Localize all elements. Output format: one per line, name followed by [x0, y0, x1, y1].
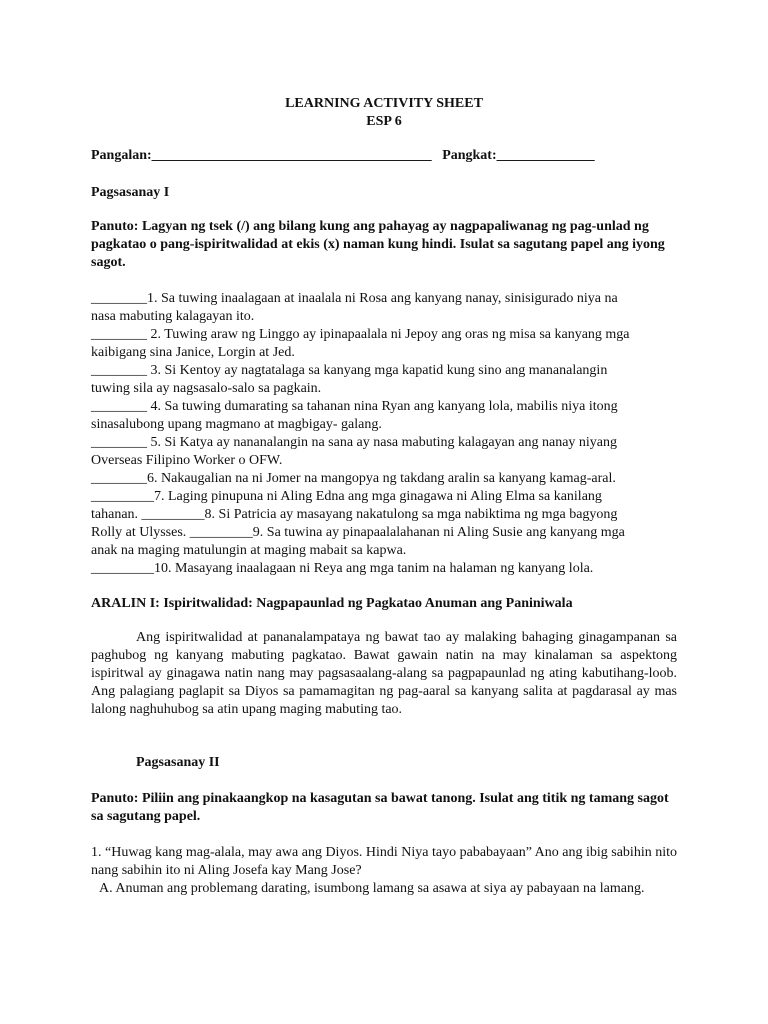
item-line: tuwing sila ay nagsasalo-salo sa pagkain. [91, 381, 322, 396]
item-line: Rolly at Ulysses. _________9. Sa tuwina ay pinapaalalahanan ni Aling Susie ang kanyang mga [91, 525, 625, 540]
name-field[interactable]: Pangalan:________________________________________ [91, 148, 432, 163]
exercise1-items [91, 290, 677, 578]
item-line: ________1. Sa tuwing inaalagaan at inaalala ni Rosa ang kanyang nanay, sinisigurado niya na [91, 291, 618, 306]
item-line: ________ 4. Sa tuwing dumarating sa tahanan nina Ryan ang kanyang lola, mabilis niya itong [91, 399, 618, 414]
exercise2-instructions: Panuto: Piliin ang pinakaangkop na kasagutan sa bawat tanong. Isulat ang titik ng tamang sagot sa sagutang papel. [91, 791, 669, 824]
item-line: kaibigang sina Janice, Lorgin at Jed. [91, 345, 295, 360]
sheet-subject: ESP 6 [366, 114, 402, 129]
group-field[interactable]: Pangkat:______________ [442, 148, 595, 163]
item-line: anak na maging matulungin at maging mabait sa kapwa. [91, 543, 407, 558]
lesson-paragraph: Ang ispiritwalidad at pananalampataya ng bawat tao ay malaking bahaging ginagampanan sa paghubog ng kanyang mabuting pagkatao. Bawat gawain natin na may kinalaman sa aspektong ispiritwal ay ginagawa natin nang may pagsasaalang-alang sa pagpapaunlad ng ating kabutihang-loob. Ang palagiang paglapit sa Diyos sa pamamagitan ng pag-aaral sa kanyang salita at pagdarasal ay mas lalong naghuhubog sa atin upang maging mabuting tao. [91, 630, 677, 717]
exercise1-instructions: Panuto: Lagyan ng tsek (/) ang bilang kung ang pahayag ay nagpapaliwanag ng pag-unlad ng pagkatao o pang-ispiritwalidad at ekis (x) naman kung hindi. Isulat sa sagutang papel ang iyong sagot. [91, 219, 665, 270]
item-line: ________6. Nakaugalian na ni Jomer na mangopya ng takdang aralin sa kanyang kamag-aral. [91, 471, 616, 486]
lesson-heading: ARALIN I: Ispiritwalidad: Nagpapaunlad ng Pagkatao Anuman ang Paniniwala [91, 596, 573, 611]
item-line: ________ 2. Tuwing araw ng Linggo ay ipinapaalala ni Jepoy ang oras ng misa sa kanyang mga [91, 327, 630, 342]
item-line: _________7. Laging pinupuna ni Aling Edna ang mga ginagawa ni Aling Elma sa kanilang [91, 489, 602, 504]
question-1: 1. “Huwag kang mag-alala, may awa ang Diyos. Hindi Niya tayo pababayaan” Ano ang ibig sabihin nito nang sabihin ito ni Aling Josefa kay Mang Jose? [91, 845, 677, 878]
sheet-title: LEARNING ACTIVITY SHEET [285, 96, 483, 111]
item-line: sinasalubong upang magmano at magbigay- galang. [91, 417, 382, 432]
student-info-line [91, 147, 595, 165]
item-line: ________ 3. Si Kentoy ay nagtatalaga sa kanyang mga kapatid kung sino ang mananalangin [91, 363, 608, 378]
item-line: nasa mabuting kalagayan ito. [91, 309, 255, 324]
exercise2-heading: Pagsasanay II [136, 755, 220, 770]
item-line: _________10. Masayang inaalagaan ni Reya ang mga tanim na halaman ng kanyang lola. [91, 561, 594, 576]
item-line: ________ 5. Si Katya ay nananalangin na sana ay nasa mabuting kalagayan ang nanay niyang [91, 435, 618, 450]
exercise1-heading: Pagsasanay I [91, 185, 170, 200]
choice-a: A. Anuman ang problemang darating, isumbong lamang sa asawa at siya ay pabayaan na lamang. [99, 881, 645, 896]
item-line: tahanan. _________8. Si Patricia ay masayang nakatulong sa mga nabiktima ng mga bagyong [91, 507, 618, 522]
item-line: Overseas Filipino Worker o OFW. [91, 453, 283, 468]
